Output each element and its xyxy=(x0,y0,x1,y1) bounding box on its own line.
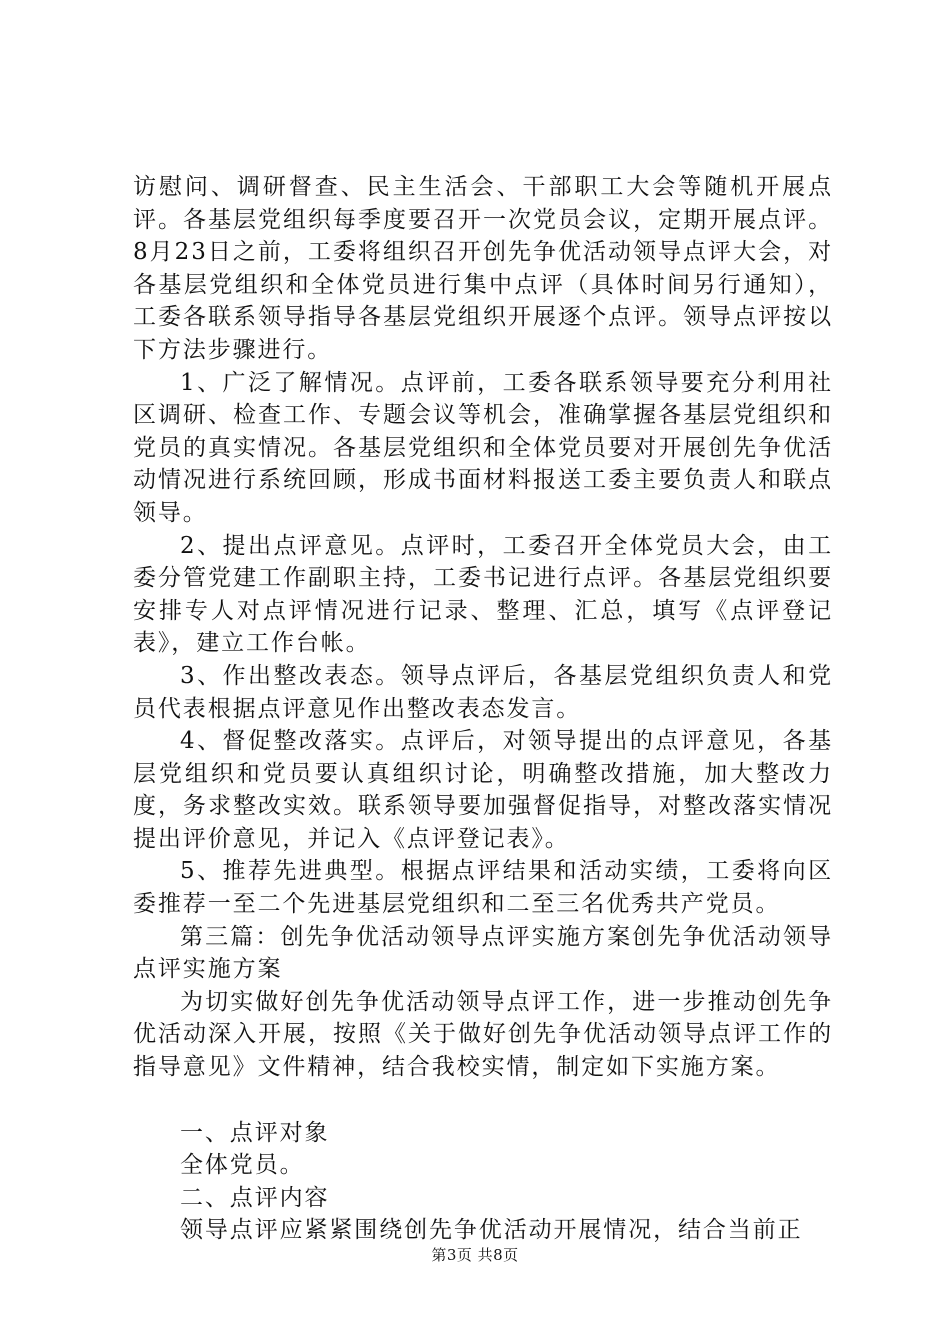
paragraph-step-5: 5、推荐先进典型。根据点评结果和活动实绩，工委将向区委推荐一至二个先进基层党组织和二至三名优秀共产党员。 xyxy=(133,858,833,918)
document-body xyxy=(133,171,833,1247)
paragraph-step-4: 4、督促整改落实。点评后，对领导提出的点评意见，各基层党组织和党员要认真组织讨论，明确整改措施，加大整改力度，务求整改实效。联系领导要加强督促指导，对整改落实情况提出评价意见，并记入《点评登记表》。 xyxy=(133,728,833,852)
paragraph-spacer xyxy=(133,1084,833,1117)
paragraph-purpose: 为切实做好创先争优活动领导点评工作，进一步推动创先争优活动深入开展，按照《关于做好创先争优活动领导点评工作的指导意见》文件精神，结合我校实情，制定如下实施方案。 xyxy=(133,988,833,1081)
paragraph-step-1: 1、广泛了解情况。点评前，工委各联系领导要充分利用社区调研、检查工作、专题会议等机会，准确掌握各基层党组织和党员的真实情况。各基层党组织和全体党员要对开展创先争优活动情况进行系统回顾，形成书面材料报送工委主要负责人和联点领导。 xyxy=(133,369,833,526)
paragraph-step-3: 3、作出整改表态。领导点评后，各基层党组织负责人和党员代表根据点评意见作出整改表态发言。 xyxy=(133,662,833,722)
paragraph-step-2: 2、提出点评意见。点评时，工委召开全体党员大会，由工委分管党建工作副职主持，工委书记进行点评。各基层党组织要安排专人对点评情况进行记录、整理、汇总，填写《点评登记表》，建立工作台帐。 xyxy=(133,532,833,657)
paragraph-intro: 访慰问、调研督查、民主生活会、干部职工大会等随机开展点评。各基层党组织每季度要召开一次党员会议，定期开展点评。8月23日之前，工委将组织召开创先争优活动领导点评大会，对各基层党组织和全体党员进行集中点评（具体时间另行通知），工委各联系领导指导各基层党组织开展逐个点评。领导点评按以下方法步骤进行。 xyxy=(133,174,833,363)
page-footer: 第3页 共8页 xyxy=(431,1246,519,1264)
heading-review-content: 二、点评内容 xyxy=(180,1184,330,1211)
paragraph-review-content: 领导点评应紧紧围绕创先争优活动开展情况，结合当前正 xyxy=(180,1217,803,1244)
section-title-part-three: 第三篇：创先争优活动领导点评实施方案创先争优活动领导点评实施方案 xyxy=(133,923,833,983)
heading-review-target: 一、点评对象 xyxy=(180,1119,330,1146)
paragraph-review-target: 全体党员。 xyxy=(180,1152,305,1179)
